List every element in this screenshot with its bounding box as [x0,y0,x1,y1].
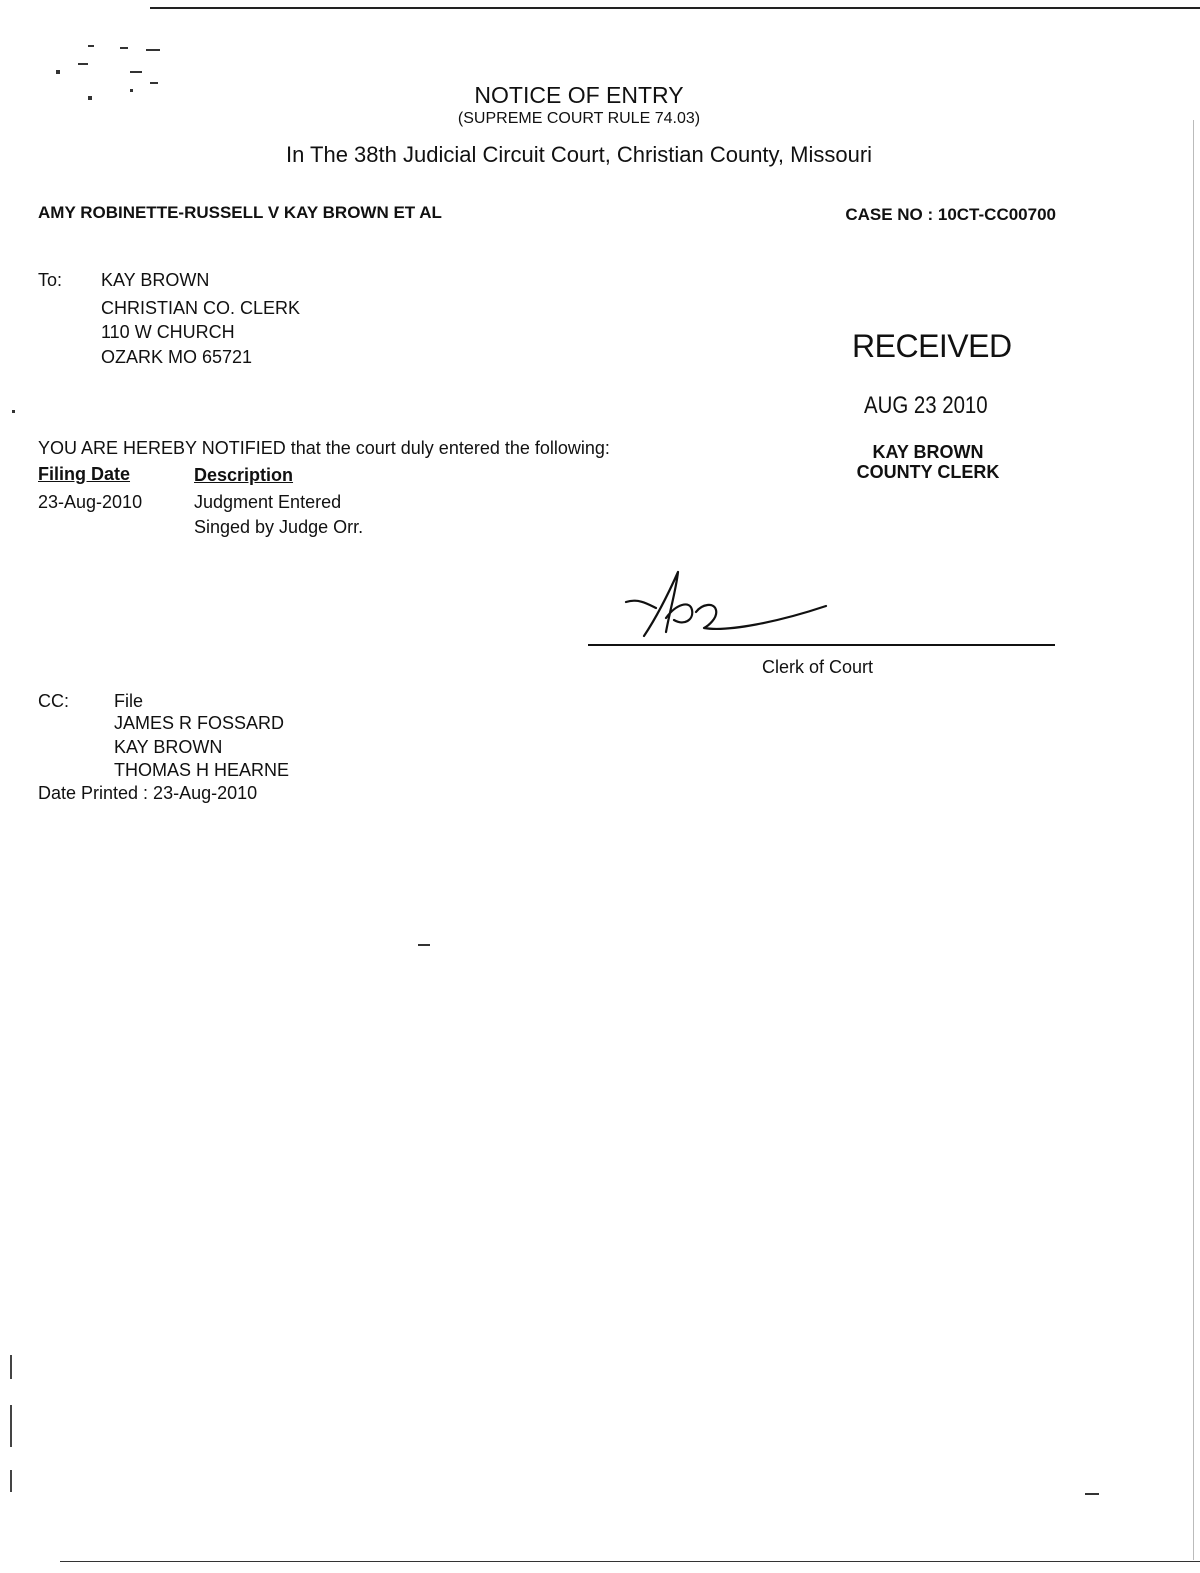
recipient-line: CHRISTIAN CO. CLERK [101,298,301,318]
cc-item: JAMES R FOSSARD [114,713,285,733]
cc-item: KAY BROWN [114,737,223,757]
recipient-line: 110 W CHURCH [101,322,235,342]
received-stamp-date: AUG 23 2010 [864,392,988,419]
description-cell: Singed by Judge Orr. [194,517,364,537]
cc-item: File [114,691,144,711]
received-stamp-title: COUNTY CLERK [856,462,1000,482]
scan-speck [418,944,430,946]
margin-mark [10,1405,12,1447]
scan-bottom-edge-line [60,1561,1200,1562]
description-cell: Judgment Entered [194,492,342,512]
to-label: To: [38,270,63,290]
scan-speck [1085,1493,1099,1495]
recipient-line: OZARK MO 65721 [101,347,253,367]
scan-top-edge-line [150,7,1200,9]
case-number: CASE NO : 10CT-CC00700 [845,205,1056,224]
recipient-line: KAY BROWN [101,270,210,290]
description-header: Description [194,465,294,485]
scan-speck [88,45,94,47]
filing-date-cell: 23-Aug-2010 [38,492,143,512]
received-stamp-heading: RECEIVED [852,328,1012,364]
margin-mark [10,1355,12,1379]
case-title: AMY ROBINETTE-RUSSELL V KAY BROWN ET AL [38,203,442,222]
scan-speck [78,63,88,65]
cc-item: THOMAS H HEARNE [114,760,290,780]
scan-speck [120,47,128,49]
scan-speck [56,70,60,74]
clerk-of-court-label: Clerk of Court [762,657,874,677]
received-stamp-name: KAY BROWN [872,442,984,462]
filing-date-header: Filing Date [38,464,131,484]
scan-speck [12,410,15,413]
scan-right-edge-line [1193,120,1194,1560]
notice-text: YOU ARE HEREBY NOTIFIED that the court duly entered the following: [38,438,610,458]
margin-mark [10,1470,12,1492]
signature-line [588,644,1055,646]
document-subtitle: (SUPREME COURT RULE 74.03) [457,110,701,127]
date-printed: Date Printed : 23-Aug-2010 [38,783,258,803]
cc-label: CC: [38,691,69,711]
scan-speck [130,71,142,73]
clerk-signature [618,560,838,645]
scan-speck [146,49,160,51]
document-title: NOTICE OF ENTRY [474,82,684,108]
court-name: In The 38th Judicial Circuit Court, Christian County, Missouri [285,142,873,167]
